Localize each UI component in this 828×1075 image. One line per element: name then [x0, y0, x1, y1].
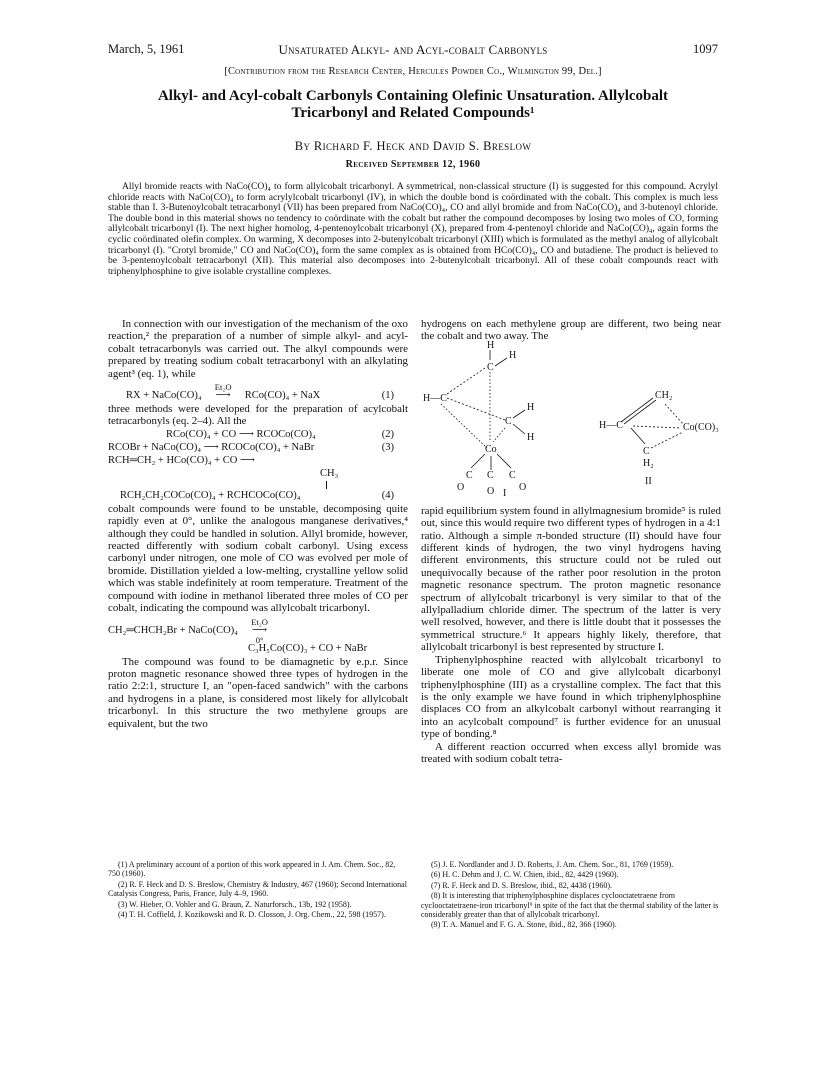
svg-text:C: C [509, 470, 516, 481]
paragraph: rapid equilibrium system found in allylmagnesium bromide⁵ is ruled out, since this would require two different types of hydrogen in a 4:1 ratio. Although a simple π-bonded structure (II) should have four different kinds of hydrogen, the two vinyl hydrogens having different environments, this structure could not be ruled out unequivocally because of the rather poor resolution in the proton magnetic resonance spectrum. The proton magnetic resonance spectrum of allylcobalt tricarbonyl is very similar to that of the allylpalladium chloride dimer. The spectrum of the latter is very well resolved, however, and there is little doubt that it possesses the symmetrical structure.⁶ It appears highly likely, therefore, that allylcobalt tricarbonyl is best represented by structure I. [421, 504, 721, 654]
structure-I-label: I [503, 488, 507, 498]
reaction-arrow: Et₂O ⟶ 0° [241, 625, 279, 637]
arrow-label-bottom: 0° [255, 634, 264, 645]
svg-text:H₂: H₂ [643, 458, 654, 469]
footnotes-left [108, 860, 408, 920]
reaction-arrow: Et₂O ⟶ [204, 390, 242, 402]
equation-4-methyl [108, 468, 408, 480]
svg-text:C: C [505, 416, 512, 427]
structure-figure [421, 338, 721, 498]
footnote: (8) It is interesting that triphenylphosphine displaces cyclooctatetraene from cyclooctatetraene-iron tricarbonyl⁹ in spite of the fact that the thermal stability of the latter is considerably greater than that of allylcobalt tricarbonyl. [421, 891, 719, 920]
equation-body: RCOBr + NaCo(CO)₄ ⟶ RCOCo(CO)₄ + NaBr [108, 441, 315, 453]
paragraph: A different reaction occurred when excess allyl bromide was treated with sodium cobalt tetra- [421, 740, 721, 765]
footnote: (4) T. H. Coffield, J. Kozikowski and R. D. Closson, J. Org. Chem., 22, 598 (1957). [118, 910, 386, 920]
equation-1 [108, 382, 408, 402]
footnotes-right [421, 860, 721, 931]
footnote: (3) W. Hieber, O. Vohler and G. Braun, Z. Naturforsch., 13b, 192 (1958). [118, 899, 352, 909]
paragraph: three methods were developed for the preparation of acylcobalt tetracarbonyls (eq. 2–4). All the [108, 403, 408, 428]
svg-text:CH₂: CH₂ [655, 390, 673, 401]
footnote: (7) R. F. Heck and D. S. Breslow, ibid., 82, 4438 (1960). [431, 880, 613, 890]
svg-text:H: H [487, 340, 495, 351]
article-title-line-1: Alkyl- and Acyl-cobalt Carbonyls Containing Olefinic Unsaturation. Allylcobalt [157, 88, 669, 104]
svg-text:Co(CO)₃: Co(CO)₃ [683, 422, 719, 433]
equation-4b [108, 490, 408, 502]
svg-text:H: H [509, 350, 517, 361]
methyl-label: CH₃ [320, 467, 339, 479]
equation-rhs: RCo(CO)₄ + NaX [244, 390, 321, 402]
page-number: 1097 [693, 42, 718, 56]
equation-body: RCo(CO)₄ + CO ⟶ RCOCo(CO)₄ [166, 428, 316, 440]
svg-text:Co: Co [485, 444, 497, 455]
svg-text:H—C: H—C [423, 393, 447, 404]
footnote: (6) H. C. Dehm and J. C. W. Chien, ibid., 82, 4429 (1960). [431, 870, 619, 880]
equation-body: RCH═CH₂ + HCo(CO)₄ + CO ⟶ [108, 454, 255, 466]
equation-rhs: C₃H₅Co(CO)₃ + CO + NaBr [248, 642, 368, 654]
equation-2 [108, 429, 408, 441]
footnote: (1) A preliminary account of a portion of this work appeared in J. Am. Chem. Soc., 82, 750 (1960). [108, 860, 396, 879]
svg-text:C: C [643, 446, 650, 457]
equation-number: (1) [381, 390, 394, 402]
footnote: (9) T. A. Manuel and F. G. A. Stone, ibid., 82, 366 (1960). [431, 920, 617, 930]
paragraph: cobalt compounds were found to be unstable, decomposing quite rapidly even at 0°, unlike the analogous manganese derivatives,⁴ although they could be handled in solution. Allyl bromide, however, reacted differently with sodium cobalt carbonyl. Using excess carbonyl under nitrogen, one mole of CO was evolved per mole of bromide. Distillation yielded a low-melting, crystalline yellow solid which was stable indefinitely at room temperature. Treatment of the compound with iodine in methanol liberated three moles of CO per cobalt, indicating the compound was allylcobalt tricarbonyl. [108, 502, 408, 615]
received-date: Received September 12, 1960 [345, 159, 481, 170]
svg-text:C: C [487, 362, 494, 373]
structure-II-label: II [645, 476, 652, 487]
running-head-title: Unsaturated Alkyl- and Acyl-cobalt Carbonyls [278, 42, 548, 57]
paragraph: The compound was found to be diamagnetic by e.p.r. Since proton magnetic resonance showed three types of hydrogen in the ratio 2:2:1, structure I, an "open-faced sandwich" with the carbons and hydrogens in a plane, is considered most likely for allylcobalt tricarbonyl. In this structure the two methylene groups are equivalent, but the two [108, 655, 408, 730]
paragraph: In connection with our investigation of the mechanism of the oxo reaction,² the preparation of a number of simple alkyl- and acyl-cobalt tetracarbonyls was carried out. The alkyl compounds were prepared by treating sodium cobalt tetracarbonyl with an alkylating agent³ (eq. 1), while [108, 318, 408, 380]
author-line: By Richard F. Heck and David S. Breslow [294, 139, 532, 153]
svg-text:C: C [487, 470, 494, 481]
equation-5 [108, 616, 408, 645]
equation-5-products [108, 643, 408, 655]
svg-text:O: O [457, 482, 465, 493]
equation-4a [108, 455, 408, 467]
abstract: Allyl bromide reacts with NaCo(CO)₄ to form allylcobalt tricarbonyl. A symmetrical, non-classical structure (I) is suggested for this compound. Acrylyl chloride reacts with NaCo(CO)₄ to form acrylylcobalt tricarbonyl (IV), in which the double bond is coördinated with the cobalt. This complex is much less stable than I. 3-Butenoylcobalt tetracarbonyl (VII) has been prepared from NaCo(CO)₄, CO and allyl bromide and from NaCo(CO)₄ and 3-butenoyl chloride. The double bond in this material shows no tendency to coördinate with the cobalt but rather the compound decomposes by losing two moles of CO, forming allylcobalt tricarbonyl (I). The next higher homolog, 4-pentenoylcobalt tricarbonyl (X), prepared from 4-pentenoyl chloride and NaCo(CO)₄, again forms the cyclic coördinated olefin complex. On warming, X decomposes into 2-butenylcobalt tricarbonyl (XIII) which is formulated as the methyl analog of allylcobalt tricarbonyl (I). "Crotyl bromide," CO and NaCo(CO)₄ form the same complex as is obtained from HCo(CO)₄, CO and butadiene. The product is believed to be 3-pentenoylcobalt tetracarbonyl (XII). This material also decomposes into 2-butenylcobalt tricarbonyl. All of these cobalt compounds react with triphenylphosphine to give isolable crystalline complexes. [108, 181, 718, 277]
equation-lhs: CH₂═CHCH₂Br + NaCo(CO)₄ [108, 624, 238, 636]
contribution-line: [Contribution from the Research Center, Hercules Powder Co., Wilmington 99, Del.] [224, 66, 602, 77]
equation-body: RCH₂CH₂COCo(CO)₄ + RCHCOCo(CO)₄ [120, 489, 301, 501]
equation-number: (2) [381, 428, 394, 440]
paragraph: Triphenylphosphine reacted with allylcobalt tricarbonyl to liberate one mole of CO and give allylcobalt dicarbonyl triphenylphosphine (III) as a crystalline complex. The fact that this is the only example we have found in which triphenylphosphine displaces CO from an alkylcobalt carbonyl without rearranging it into an acylcobalt compound⁷ is further evidence for an unusual type of bonding.⁸ [421, 653, 721, 741]
svg-text:C: C [466, 470, 473, 481]
article-title [108, 88, 718, 122]
left-column [108, 318, 408, 730]
equation-number: (3) [381, 441, 394, 453]
svg-text:O: O [487, 486, 495, 497]
footnote: (2) R. F. Heck and D. S. Breslow, Chemistry & Industry, 467 (1960); Second International Catalysis Congress, Paris, France, July 4–9, 1960. [108, 879, 407, 899]
arrow-label-top: Et₂O [251, 616, 268, 627]
running-head-date: March, 5, 1961 [108, 42, 185, 56]
svg-text:H—C: H—C [599, 420, 623, 431]
article-title-line-2: Tricarbonyl and Related Compounds¹ [291, 105, 535, 121]
svg-text:H: H [527, 432, 535, 443]
structure-svg [421, 338, 721, 498]
equation-number: (4) [381, 489, 394, 501]
structure-II [599, 390, 719, 487]
structure-I [423, 340, 534, 498]
arrow-label: Et₂O [214, 382, 232, 393]
bond-line [326, 481, 327, 489]
equation-4-bond [108, 481, 408, 489]
running-head [108, 42, 718, 58]
equation-3 [108, 442, 408, 454]
svg-text:H: H [527, 402, 535, 413]
footnote: (5) J. E. Nordlander and J. D. Roberts, J. Am. Chem. Soc., 81, 1769 (1959). [431, 860, 674, 869]
paragraph: hydrogens on each methylene group are different, two being near the cobalt and two away. The [421, 318, 721, 343]
equation-lhs: RX + NaCo(CO)₄ [126, 390, 202, 402]
svg-text:O: O [519, 482, 527, 493]
